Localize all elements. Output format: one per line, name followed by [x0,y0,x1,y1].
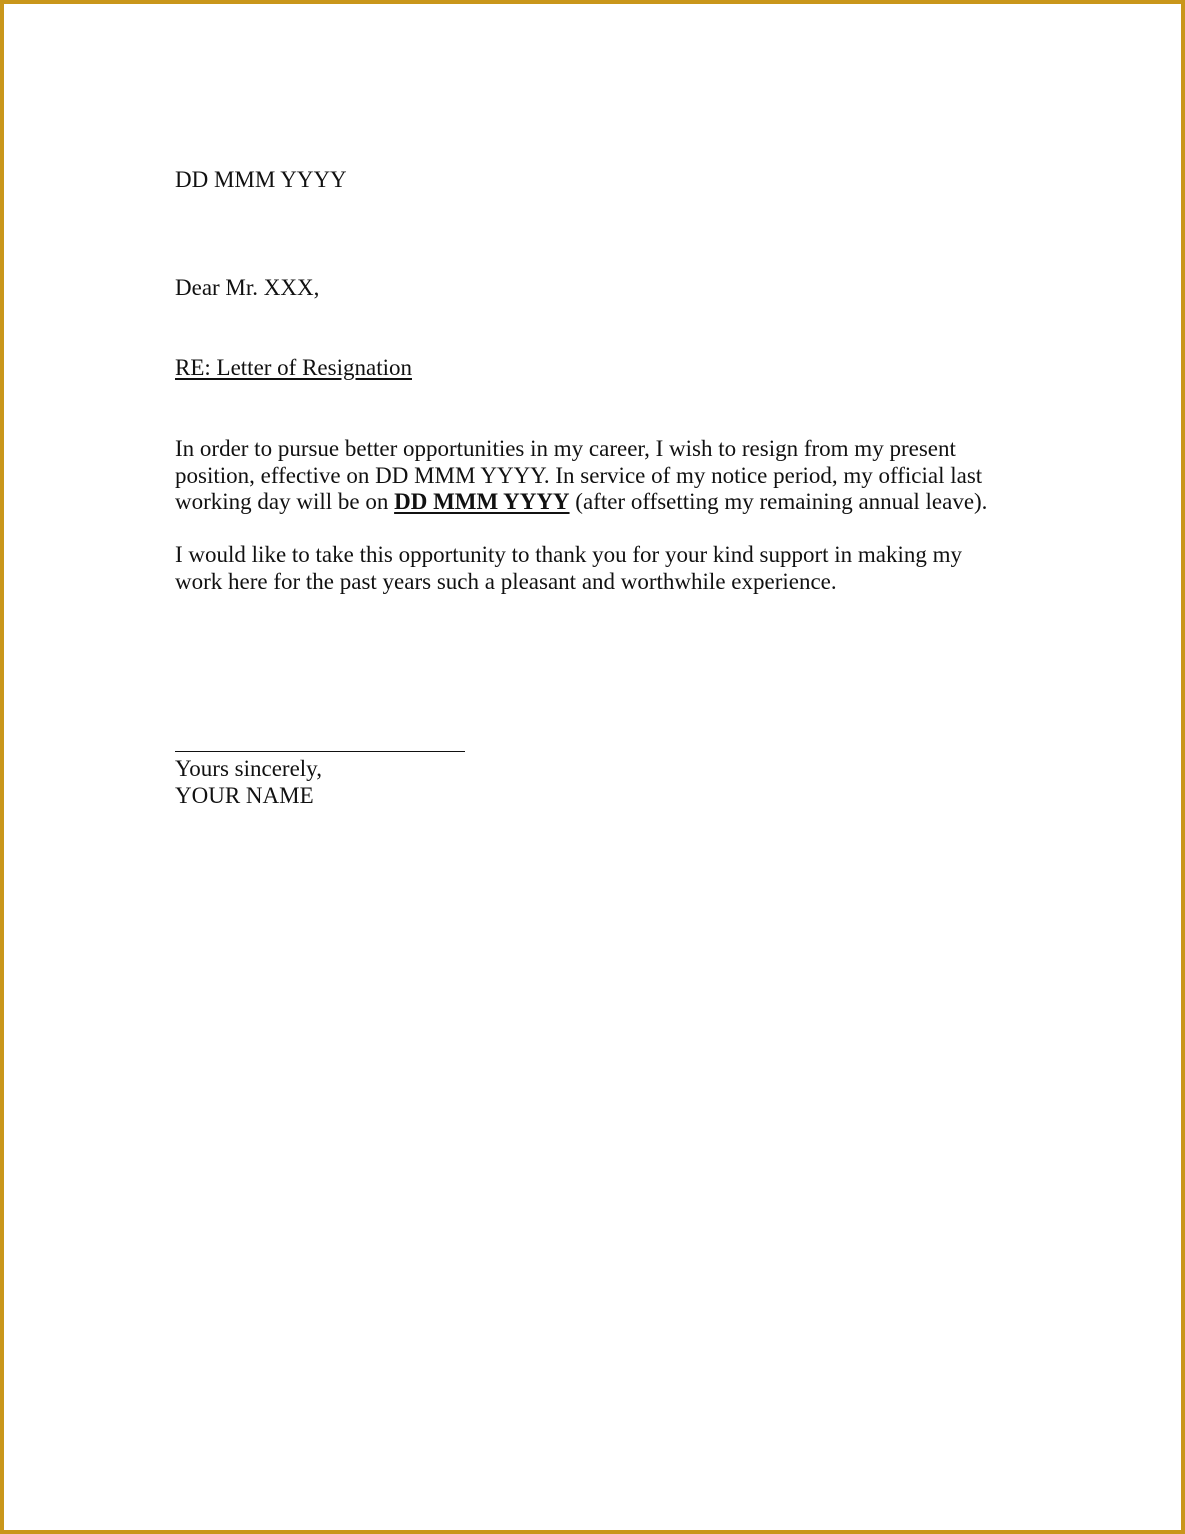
paragraph-line: I would like to take this opportunity to thank you for your kind support in making my [175,542,963,567]
paragraph-line: position, effective on DD MMM YYYY. In service of my notice period, my official last [175,462,983,488]
paragraph-line: In order to pursue better opportunities in my career, I wish to resign from my present [175,436,956,461]
subject-line: RE: Letter of Resignation [175,355,412,380]
last-working-day: DD MMM YYYY [394,489,570,514]
closing: Yours sincerely, [175,756,322,781]
paragraph-line [175,489,987,516]
signature-name: YOUR NAME [175,783,314,808]
letter-date: DD MMM YYYY [175,167,347,192]
paragraph-text: working day will be on [175,489,395,514]
paragraph-line: work here for the past years such a pleasant and worthwhile experience. [175,568,837,594]
paragraph-text: (after offsetting my remaining annual leave). [569,489,988,514]
paragraph-thanks [175,542,962,595]
paragraph-resignation [175,436,987,516]
signature-line [175,751,465,752]
salutation: Dear Mr. XXX, [175,275,320,300]
